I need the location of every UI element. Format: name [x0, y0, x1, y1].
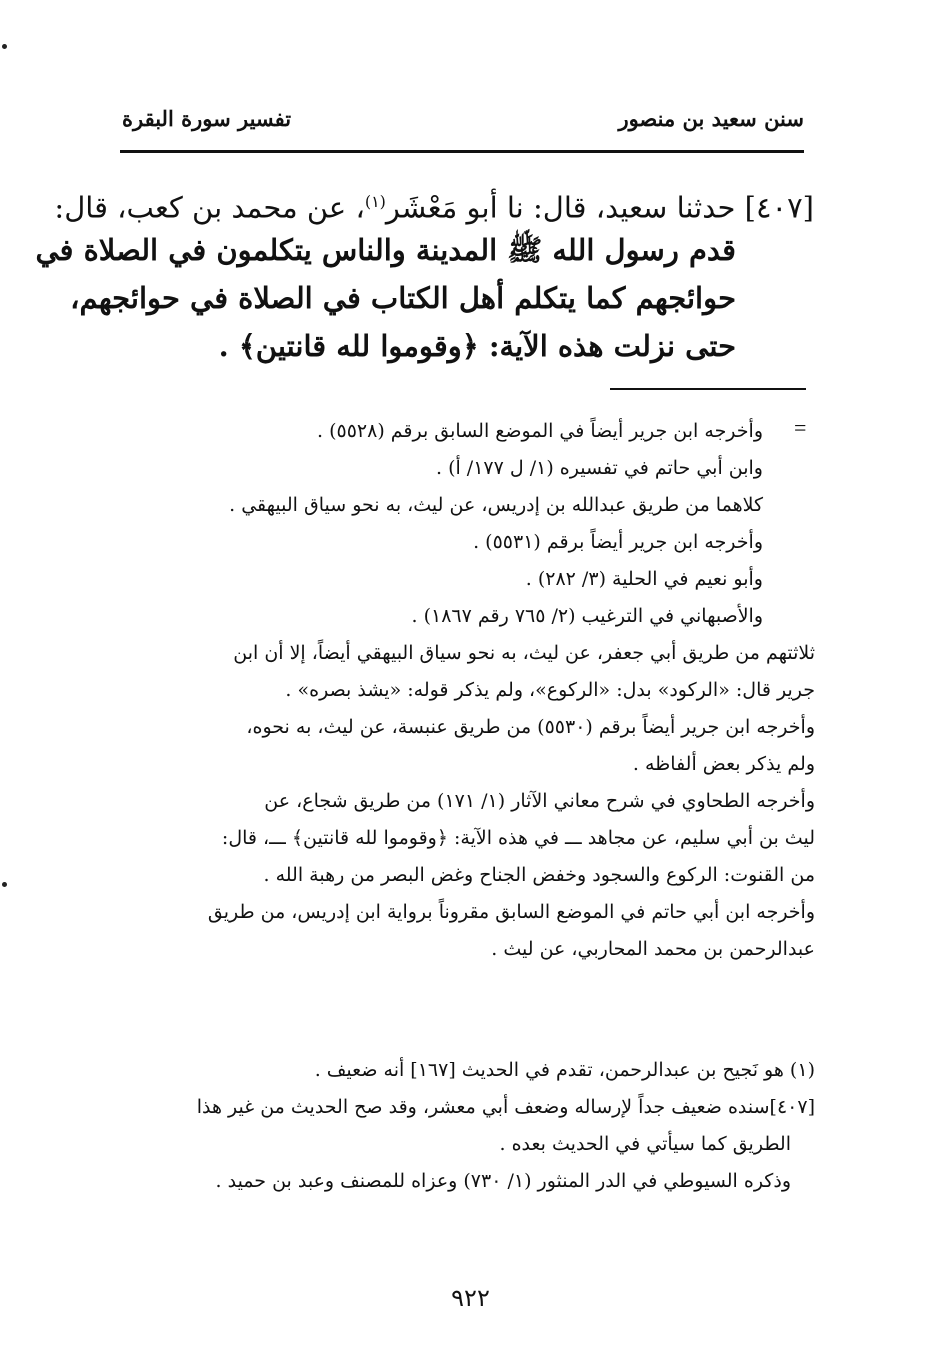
footnote-2-line-1: [٤٠٧]سنده ضعيف جداً لإرساله وضعف أبي معشر، وقد صح الحديث من غير هذا [196, 1096, 815, 1118]
continuation-mark: = [794, 415, 807, 440]
hadith-line-1 [54, 178, 814, 226]
note-line: جرير قال: «الركود» بدل: «الركوع»، ولم يذكر قوله: «يشذ بصره» . [285, 679, 815, 701]
note-line: وأخرجه ابن جرير أيضاً في الموضع السابق برقم (٥٥٢٨) . [316, 420, 763, 442]
note-line: وأخرجه ابن جرير أيضاً برقم (٥٥٣١) . [473, 531, 763, 553]
note-line: ثلاثتهم من طريق أبي جعفر، عن ليث، به نحو سياق البيهقي أيضاً، إلا أن ابن [233, 642, 815, 664]
commentary-notes [100, 413, 815, 968]
hadith-line-2: قدم رسول الله ﷺ المدينة والناس يتكلمون في الصلاة في [35, 233, 736, 267]
note-line: كلاهما من طريق عبدالله بن إدريس، عن ليث، به نحو سياق البيهقي . [229, 494, 763, 516]
hadith-number: [٤٠٧] [744, 190, 814, 225]
header-section-title: تفسير سورة البقرة [122, 106, 292, 131]
notes-separator [610, 388, 806, 390]
footnotes [100, 1052, 815, 1200]
note-line: وأبو نعيم في الحلية (٣/ ٢٨٢) . [525, 568, 763, 590]
note-line: من القنوت: الركوع والسجود وخفض الجناح وغض البصر من رهبة الله . [263, 864, 815, 886]
scan-speck [2, 44, 7, 49]
hadith-block [35, 178, 814, 370]
hadith-isnad: حدثنا سعيد، قال: نا أبو مَعْشَر [385, 190, 736, 225]
footnote-1: (١) هو نَجيح بن عبدالرحمن، تقدم في الحديث [١٦٧] أنه ضعيف . [314, 1059, 815, 1081]
scan-speck [2, 882, 7, 887]
hadith-line-4: حتى نزلت هذه الآية: ﴿وقوموا لله قانتين﴾ . [218, 329, 736, 363]
note-line: ليث بن أبي سليم، عن مجاهد ـــ في هذه الآية: ﴿وقوموا لله قانتين﴾ ـــ، قال: [221, 827, 815, 849]
header-rule [120, 150, 804, 153]
running-header [112, 106, 804, 142]
footnote-2-line-3: وذكره السيوطي في الدر المنثور (١/ ٧٣٠) وعزاه للمصنف وعبد بن حميد . [215, 1170, 791, 1192]
note-line: ولم يذكر بعض ألفاظه . [632, 753, 815, 775]
note-line: وأخرجه ابن جرير أيضاً برقم (٥٥٣٠) من طريق عنبسة، عن ليث، به نحوه، [246, 716, 815, 738]
note-line: وأخرجه ابن أبي حاتم في الموضع السابق مقروناً برواية ابن إدريس، من طريق [207, 901, 815, 923]
hadith-line-3: حوائجهم كما يتكلم أهل الكتاب في الصلاة في حوائجهم، [70, 281, 736, 315]
note-line: وابن أبي حاتم في تفسيره (١/ ل ١٧٧/ أ) . [436, 457, 763, 479]
hadith-isnad-end: ، عن محمد بن كعب، قال: [54, 190, 365, 225]
note-line: وأخرجه الطحاوي في شرح معاني الآثار (١/ ١٧١) من طريق شجاع، عن [264, 790, 815, 812]
note-line: والأصبهاني في الترغيب (٢/ ٧٦٥ رقم ١٨٦٧) . [411, 605, 763, 627]
page-number: ٩٢٢ [451, 1284, 490, 1312]
note-line: عبدالرحمن بن محمد المحاربي، عن ليث . [491, 938, 815, 960]
footnote-ref: (١) [364, 192, 386, 211]
header-book-title: سنن سعيد بن منصور [618, 106, 804, 131]
footnote-2-line-2: الطريق كما سيأتي في الحديث بعده . [499, 1133, 791, 1155]
